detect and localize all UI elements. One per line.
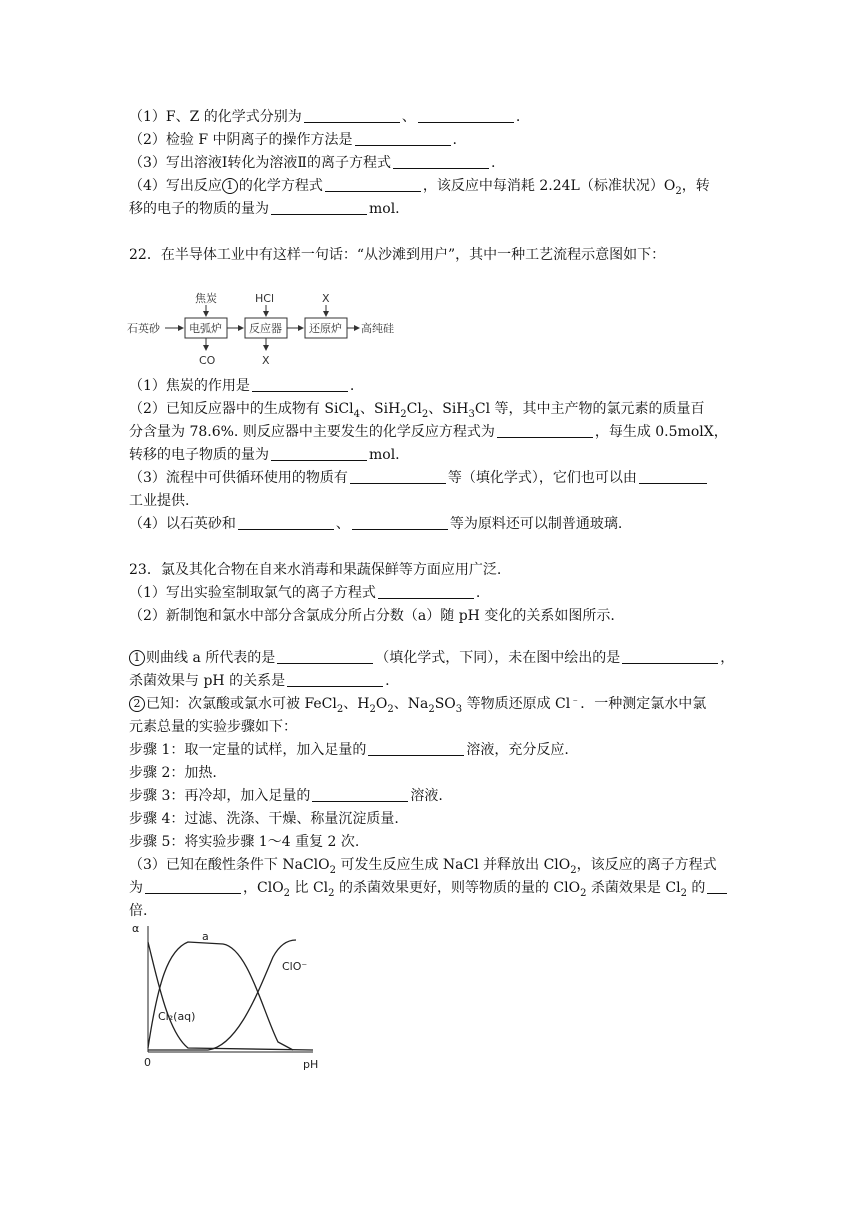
q21-part3	[129, 153, 495, 173]
text: 、SiH	[428, 401, 469, 417]
q22-part3	[129, 468, 709, 488]
q23-part1	[129, 583, 480, 603]
q22-part2	[129, 399, 705, 419]
subscript: 2	[580, 887, 587, 899]
text: （1）F、Z 的化学式分别为	[129, 109, 302, 125]
text: .	[475, 585, 481, 601]
text: （4）写出反应	[129, 178, 222, 194]
process-flow-diagram	[125, 288, 401, 368]
text: 的	[686, 880, 706, 896]
answer-blank[interactable]	[355, 131, 451, 146]
answer-blank[interactable]	[252, 377, 348, 392]
q22-title: 22．在半导体工业中有这样一句话：“从沙滩到用户”，其中一种工艺流程示意图如下：	[129, 247, 666, 263]
flow-input-label: 石英砂	[127, 322, 160, 335]
text: 可发生反应生成 NaCl 并释放出 ClO	[336, 857, 571, 873]
text: Cl	[406, 401, 422, 417]
text: 、SiH	[360, 401, 401, 417]
text: 等为原料还可以制普通玻璃.	[449, 516, 623, 532]
q23-sub2-cont: 元素总量的实验步骤如下：	[129, 719, 297, 735]
answer-blank[interactable]	[312, 787, 408, 802]
text: 溶液.	[410, 788, 443, 804]
text: mol.	[369, 447, 400, 463]
subscript: 2	[421, 408, 429, 420]
text: O	[375, 696, 388, 712]
text: （3）已知在酸性条件下 NaClO	[129, 857, 330, 873]
text: 步骤 3：再冷却，加入足量的	[129, 788, 311, 804]
text: 、Na	[393, 696, 429, 712]
q23-step2: 步骤 2：加热.	[129, 765, 217, 781]
circled-number: 2	[129, 696, 145, 712]
circled-number: 1	[129, 650, 145, 666]
subscript: 2	[369, 703, 376, 715]
text: （4）以石英砂和	[129, 516, 236, 532]
text: .	[452, 132, 457, 148]
answer-blank[interactable]	[639, 469, 707, 484]
flow-top-input-label: HCl	[255, 292, 275, 305]
answer-blank[interactable]	[145, 879, 241, 894]
answer-blank[interactable]	[368, 741, 464, 756]
text: 工业提供.	[129, 493, 190, 509]
text: 的化学方程式	[238, 178, 323, 194]
curve-clo-label: ClO⁻	[282, 960, 308, 973]
text: （1）写出实验室制取氯气的离子方程式	[129, 585, 376, 601]
subscript: 2	[570, 864, 577, 876]
subscript: 2	[675, 185, 682, 197]
answer-blank[interactable]	[707, 879, 727, 894]
circled-number: 1	[222, 178, 238, 194]
text: .	[515, 109, 521, 125]
answer-blank[interactable]	[378, 584, 474, 599]
answer-blank[interactable]	[287, 672, 383, 687]
answer-blank[interactable]	[271, 200, 367, 215]
flow-box-label: 还原炉	[309, 322, 342, 335]
answer-blank[interactable]	[622, 649, 718, 664]
text: .	[349, 378, 355, 394]
flow-box-label: 反应器	[249, 322, 282, 335]
q21-part4-cont	[129, 199, 400, 219]
q23-sub1	[129, 648, 734, 668]
text: ，每生成 0.5molX，	[594, 424, 728, 440]
text: 为	[129, 880, 143, 896]
answer-blank[interactable]	[497, 423, 593, 438]
subscript: 3	[468, 408, 475, 420]
text: 、	[335, 516, 350, 532]
text: .	[385, 673, 390, 689]
text: ，	[720, 650, 735, 666]
flow-output-label: 高纯硅	[361, 322, 394, 335]
q23-part3-cont	[129, 878, 729, 898]
q22-part1	[129, 376, 354, 396]
text: mol.	[369, 201, 400, 217]
answer-blank[interactable]	[304, 108, 400, 123]
text: 分含量为 78.6%. 则反应器中主要发生的化学反应方程式为	[129, 424, 495, 440]
text: 溶液，充分反应.	[466, 742, 569, 758]
answer-blank[interactable]	[418, 108, 514, 123]
q23-part3	[129, 855, 717, 875]
curve-a	[148, 942, 293, 1050]
subscript: 2	[387, 703, 394, 715]
text: （2）检验 F 中阴离子的操作方法是	[129, 132, 353, 148]
text: ，该反应的离子方程式	[576, 857, 717, 873]
answer-blank[interactable]	[277, 649, 373, 664]
q22-part4	[129, 514, 622, 534]
curve-cl2-label: Cl₂(aq)	[158, 1010, 196, 1023]
text: （1）焦炭的作用是	[129, 378, 250, 394]
text: 已知：次氯酸或氯水可被 FeCl	[146, 696, 337, 712]
text: 杀菌效果与 pH 的关系是	[129, 673, 286, 689]
text: 、H	[343, 696, 370, 712]
text: （2）已知反应器中的生成物有 SiCl	[129, 401, 354, 417]
text: （3）流程中可供循环使用的物质有	[129, 470, 348, 486]
subscript: 2	[400, 408, 407, 420]
fraction-vs-ph-chart	[128, 922, 328, 1072]
text: ，该反应中每消耗 2.24L（标准状况）O	[422, 178, 676, 194]
q23-sub2	[129, 694, 706, 714]
text: SO	[434, 696, 456, 712]
subscript: 2	[336, 703, 344, 715]
answer-blank[interactable]	[350, 469, 446, 484]
q23-step3	[129, 786, 443, 806]
flow-top-input-label: 焦炭	[195, 292, 217, 305]
answer-blank[interactable]	[393, 154, 489, 169]
q23-part3-cont2: 倍.	[129, 903, 148, 919]
q21-part2	[129, 130, 457, 150]
text: ，ClO	[243, 880, 284, 896]
origin-label: 0	[144, 1056, 151, 1069]
text: ，转	[681, 178, 710, 194]
superscript: ﹣	[570, 694, 581, 706]
curve-cl2	[148, 942, 313, 1050]
subscript: 2	[329, 864, 336, 876]
flow-box-label: 电弧炉	[189, 322, 222, 335]
text: ．一种测定氯水中氯	[580, 696, 707, 712]
q23-sub1-cont	[129, 671, 390, 691]
subscript: 4	[353, 408, 360, 420]
q22-part2-cont	[129, 422, 728, 442]
q22-part3-cont	[129, 491, 189, 511]
text: （3）写出溶液Ⅰ转化为溶液Ⅱ的离子方程式	[129, 155, 391, 171]
q23-step1	[129, 740, 569, 760]
text: 的杀菌效果更好，则等物质的量的 ClO	[334, 880, 581, 896]
text: 、	[401, 109, 416, 125]
q21-part1	[129, 107, 520, 127]
subscript: 2	[283, 887, 291, 899]
text: 移的电子的物质的量为	[129, 201, 269, 217]
q23-step4: 步骤 4：过滤、洗涤、干燥、称量沉淀质量.	[129, 811, 399, 827]
subscript: 2	[328, 887, 335, 899]
y-axis-label: α	[132, 922, 140, 935]
text: （填化学式，下同），未在图中绘出的是	[375, 650, 621, 666]
flow-top-input-label: X	[322, 292, 330, 305]
answer-blank[interactable]	[238, 515, 334, 530]
subscript: 3	[455, 703, 463, 715]
text: 转移的电子物质的量为	[129, 447, 269, 463]
q21-part4	[129, 176, 710, 196]
q23-step5: 步骤 5：将实验步骤 1～4 重复 2 次.	[129, 834, 360, 850]
answer-blank[interactable]	[352, 515, 448, 530]
text: 则曲线 a 所代表的是	[146, 650, 276, 666]
text: Cl 等，其中主产物的氯元素的质量百	[474, 401, 705, 417]
q22-part2-cont2	[129, 445, 400, 465]
flow-bottom-output-label: CO	[199, 354, 216, 367]
flow-bottom-output-label: X	[262, 354, 270, 367]
x-axis-label: pH	[303, 1058, 319, 1071]
subscript: 2	[680, 887, 687, 899]
text: 步骤 1：取一定量的试样，加入足量的	[129, 742, 367, 758]
answer-blank[interactable]	[271, 446, 367, 461]
subscript: 2	[428, 703, 435, 715]
answer-blank[interactable]	[325, 177, 421, 192]
text: 等物质还原成 Cl	[462, 696, 571, 712]
q23-title: 23．氯及其化合物在自来水消毒和果蔬保鲜等方面应用广泛.	[129, 562, 502, 578]
text: 等（填化学式），它们也可以由	[447, 470, 637, 486]
text: 杀菌效果是 Cl	[586, 880, 681, 896]
q23-part2: （2）新制饱和氯水中部分含氯成分所占分数（a）随 pH 变化的关系如图所示.	[129, 608, 615, 624]
text: .	[490, 155, 496, 171]
text: 比 Cl	[290, 880, 329, 896]
curve-a-label: a	[202, 930, 209, 943]
